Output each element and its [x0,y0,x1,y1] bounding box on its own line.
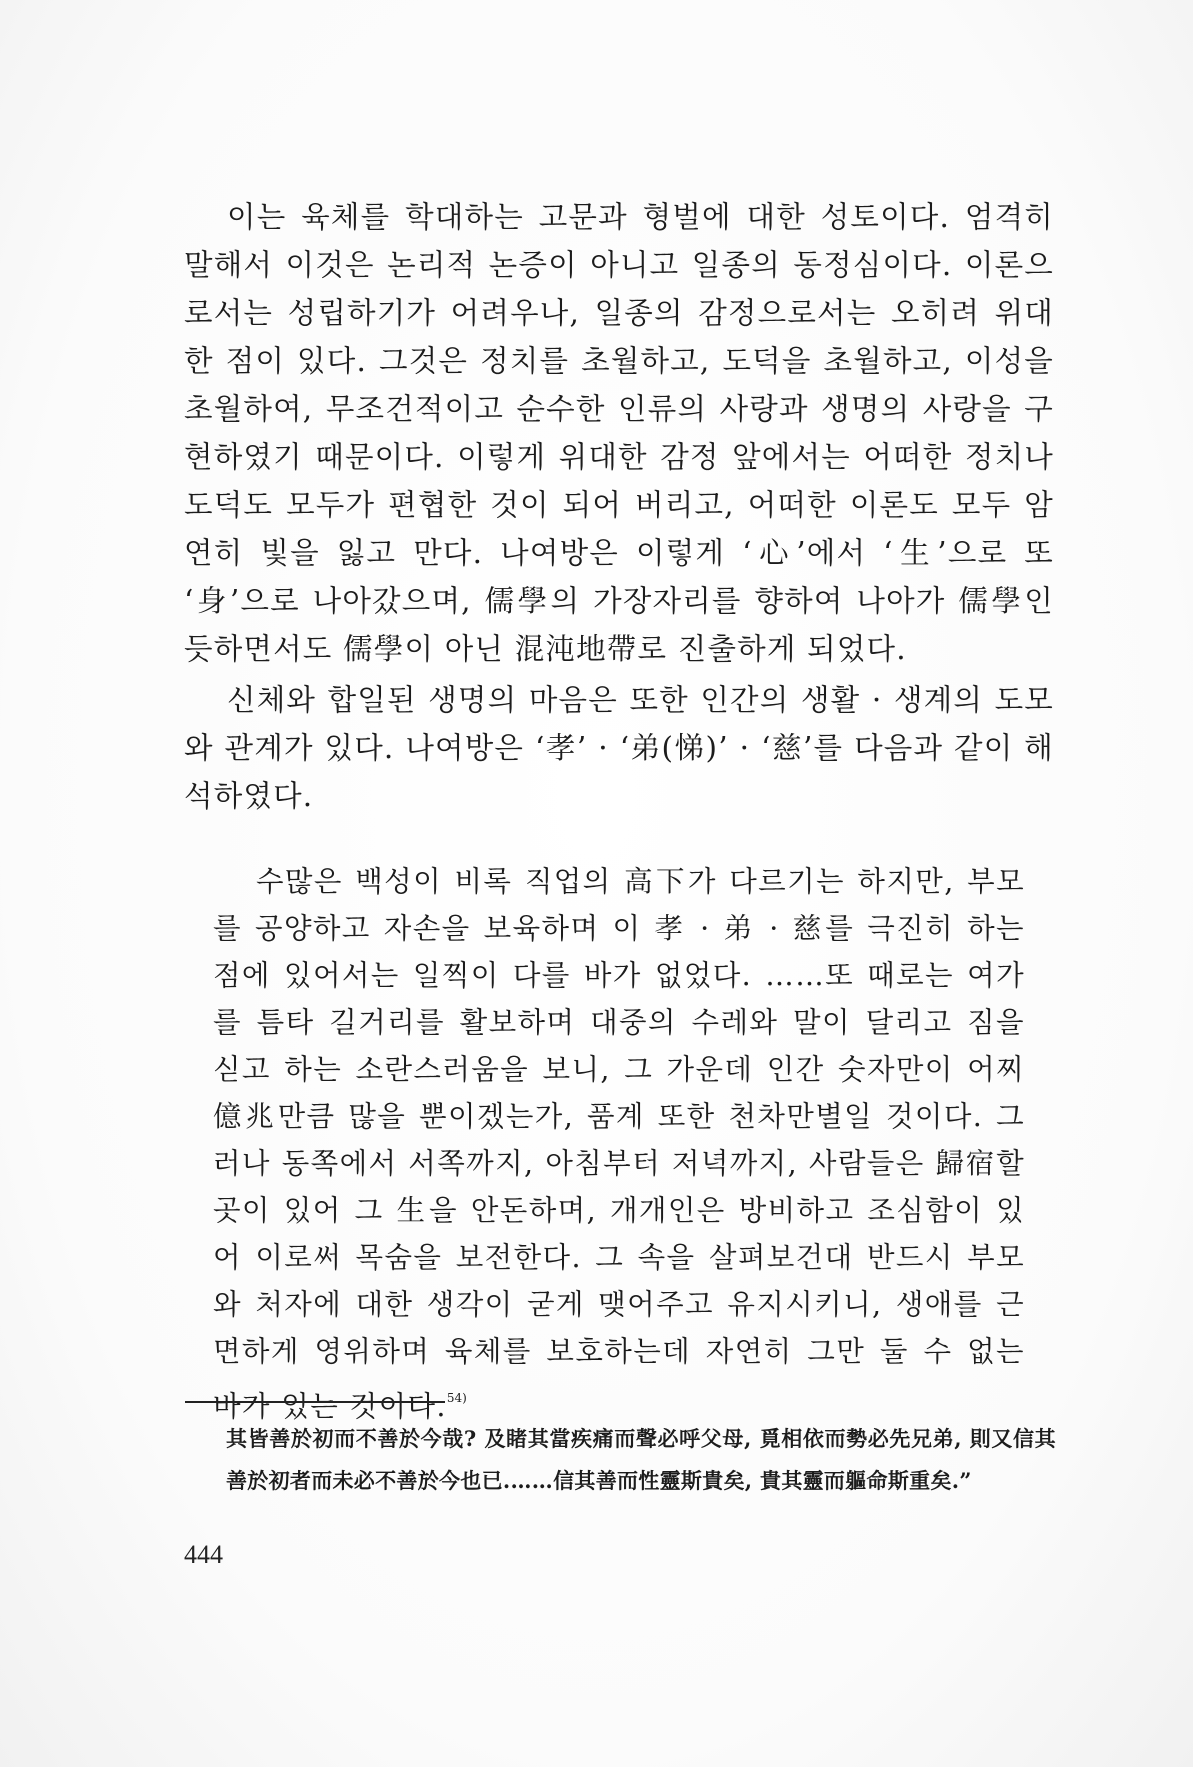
paragraph: 이는 육체를 학대하는 고문과 형벌에 대한 성토이다. 엄격히 말해서 이것은 논리적 논증이 아니고 일종의 동정심이다. 이론으로서는 성립하기가 어려우나, 일종의 감정으로서는 오히려 위대한 점이 있다. 그것은 정치를 초월하고, 도덕을 초월하고, 이성을 초월하여, 무조건적이고 순수한 인류의 사랑과 생명의 사랑을 구현하였기 때문이다. 이렇게 위대한 감정 앞에서는 어떠한 정치나 도덕도 모두가 편협한 것이 되어 버리고, 어떠한 이론도 모두 암연히 빛을 잃고 만다. 나여방은 이렇게 ‘心’에서 ‘生’으로 또 ‘身’으로 나아갔으며, 儒學의 가장자리를 향하여 나아가 儒學인 듯하면서도 儒學이 아닌 混沌地帶로 진출하게 되었다. [184,200,1054,666]
footnote-divider [185,1401,445,1403]
page-number: 444 [184,1540,223,1569]
footnote-reference: 54) [446,1391,467,1405]
main-text [184,193,1054,820]
paragraph: 신체와 합일된 생명의 마음은 또한 인간의 생활 · 생계의 도모와 관계가 있다. 나여방은 ‘孝’ · ‘弟(悌)’ · ‘慈’를 다음과 같이 해석하였다. [184,683,1054,813]
quote-text: 수많은 백성이 비록 직업의 高下가 다르기는 하지만, 부모를 공양하고 자손을 보육하며 이 孝 · 弟 · 慈를 극진히 하는 점에 있어서는 일찍이 다를 바가 없었다. ……또 때로는 여가를 틈타 길거리를 활보하며 대중의 수레와 말이 달리고 짐을 싣고 하는 소란스러움을 보니, 그 가운데 인간 숫자만이 어찌 億兆만큼 많을 뿐이겠는가, 품계 또한 천차만별일 것이다. 그러나 동쪽에서 서쪽까지, 아침부터 저녁까지, 사람들은 歸宿할 곳이 있어 그 生을 안돈하며, 개개인은 방비하고 조심함이 있어 이로써 목숨을 보전한다. 그 속을 살펴보건대 반드시 부모와 처자에 대한 생각이 굳게 맺어주고 유지시키니, 생애를 근면하게 영위하며 육체를 보호하는데 자연히 그만 둘 수 없는 바가 있는 것이다. [213,865,1025,1423]
footnote: 其皆善於初而不善於今哉? 及睹其當疾痛而聲必呼父母, 覓相依而勢必先兄弟, 則又信其善於初者而未必不善於今也已.……信其善而性靈斯貴矣, 貴其靈而軀命斯重矣.” [226,1426,1056,1493]
quote-paragraph [213,858,1025,1430]
block-quote [213,858,1025,1430]
